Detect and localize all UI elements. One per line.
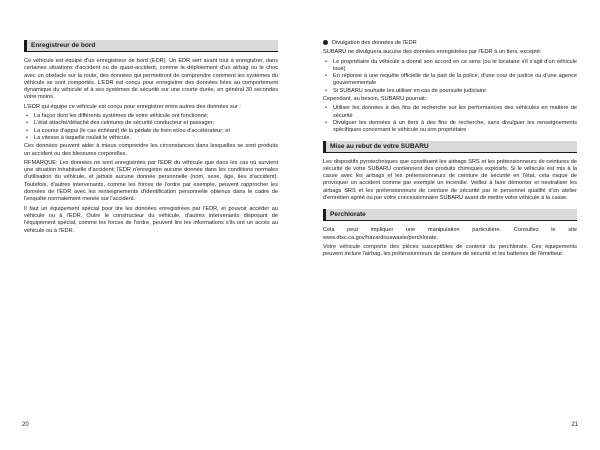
edr-paragraph-equipment: Il faut un équipement spécial pour lire les données enregistrées par l'EDR, et pouvoir accéder au véhicule ou à l'EDR. Outre le constructeur du véhicule, d'autres intervenants disposant de l'équipement spécial, comme les forces de l'ordre, peuvent lire les informations s'ils ont un accès au véhicule ou à l'EDR. xyxy=(24,205,278,234)
divulgation-list-2 xyxy=(323,105,577,134)
page-number-left: 20 xyxy=(22,422,29,428)
edr-paragraph-remark: RFMARQUE: Les données ne sont enregistrées par l'EDR du véhicule que dans les cas où survient une situation inhabituelle d'accident; l'EDR n'enregistre aucune donnée dans les conditions normales d'utilisation du véhicule, et jamais aucune donnée personnelle (nom, sexe, âge, lieu d'accident). Toutefois, d'autres intervenants, comme les forces de l'ordre par exemple, peuvent rapprocher les données de l'EDR avec les renseignements d'identification personnelle obtenus dans le cadre de l'enquête normalement menée sur l'accident. xyxy=(24,159,278,203)
section-title-edr: Enregistreur de bord xyxy=(24,40,278,52)
list-item: • Si SUBARU souhaite les utiliser en cas de poursuite judiciaire xyxy=(323,88,577,95)
section-title-perchlorate: Perchlorate xyxy=(323,209,577,221)
list-item: • Le propriétaire du véhicule a donné son accord en ce sens (ou le locataire s'il s'agit d'un véhicule loué) xyxy=(323,59,577,74)
section-title-disposal: Mise au rebut de votre SUBARU xyxy=(323,141,577,153)
perchlorate-paragraph-2: Votre véhicule comporte des pièces susceptibles de contenir du perchlorate. Ces équipements peuvent inclure l'airbag, les prétensionneurs de ceinture de sécurité et les batteries de l'émetteur. xyxy=(323,243,577,258)
list-item: • La vitesse à laquelle roulait le véhicule. xyxy=(24,135,278,142)
divulgation-note: Cependant, au besoin, SUBARU pourrait: xyxy=(323,96,427,103)
left-column xyxy=(24,40,278,237)
page-number-right: 21 xyxy=(571,422,578,428)
bullet-dot-icon xyxy=(323,40,328,45)
perchlorate-paragraph-1: Cela peut impliquer une manipulation particulière. Consultez le site www.dtsc.ca.gov/hazardouswaste/perchlorate. xyxy=(323,227,577,241)
right-page xyxy=(300,0,600,450)
list-item: • Utiliser les données à des fins de recherche sur les performances des véhicules en matière de sécurité xyxy=(323,105,577,120)
divulgation-heading-text: Divulgation des données de l'EDR xyxy=(332,40,417,46)
list-item: • La façon dont les différents systèmes de votre véhicule ont fonctionné; xyxy=(24,113,278,120)
list-item: • Divulguer les données à un tiers à des fins de recherche, sans divulguer les renseignements spécifiques concernant le véhicule ou son propriétaire xyxy=(323,120,577,135)
right-column xyxy=(323,40,577,261)
edr-paragraph-purpose: Ces données peuvent aider à mieux comprendre les circonstances dans lesquelles se sont produits un accident ou des blessures corporelles. xyxy=(24,143,278,157)
divulgation-intro: SUBARU ne divulguera aucune des données enregistrées par l'EDR à un tiers, excepté: xyxy=(323,49,542,56)
divulgation-list xyxy=(323,59,577,95)
disposal-paragraph: Les dispositifs pyrotechniques que constituent les airbags SRS et les prétensionneurs de ceintures de sécurité de votre SUBARU contiennent des produits chimiques explosifs. Si le véhicule est mis à la casse avec les airbags et les prétensionneurs de ceinture de sécurité en l'état, cela risque de provoquer un accident comme par exemple un incendie. Veillez à faire démonter et neutraliser les airbags SRS et les prétensionneurs de ceinture de sécurité par le personnel qualifié d'un atelier d'entretien agréé ou par votre concessionnaire SUBARU avant de mettre votre véhicule à la casse. xyxy=(323,158,577,202)
divulgation-heading xyxy=(323,40,577,47)
edr-paragraph-data-list-intro: L'EDR qui équipe ce véhicule est conçu pour enregistrer entre autres des données sur : xyxy=(24,103,241,110)
list-item: • La course d'appui (le cas échéant) de la pédale de frein et/ou d'accélérateur; et xyxy=(24,128,278,135)
edr-data-list xyxy=(24,113,278,142)
list-item: • L'état attaché/détaché des ceintures de sécurité conducteur et passager; xyxy=(24,120,278,127)
edr-paragraph-intro: Ce véhicule est équipé d'un enregistreur de bord (EDR). Un EDR sert avant tout à enregistrer, dans certaines situations d'accident ou de quasi-accident, comme le déploiement d'un airbag ou le choc avec un obstacle sur la route, des données qui permettront de comprendre comment les systèmes du véhicule se sont comportés. L'EDR est conçu pour enregistrer des données liées au comportement dynamique du véhicule et à ses systèmes de sécurité sur une courte durée, en général 30 secondes votre moins. xyxy=(24,58,278,101)
list-item: • En réponse à une requête officielle de la part de la police, d'une cour de justice ou d'une agence gouvernementale xyxy=(323,73,577,88)
